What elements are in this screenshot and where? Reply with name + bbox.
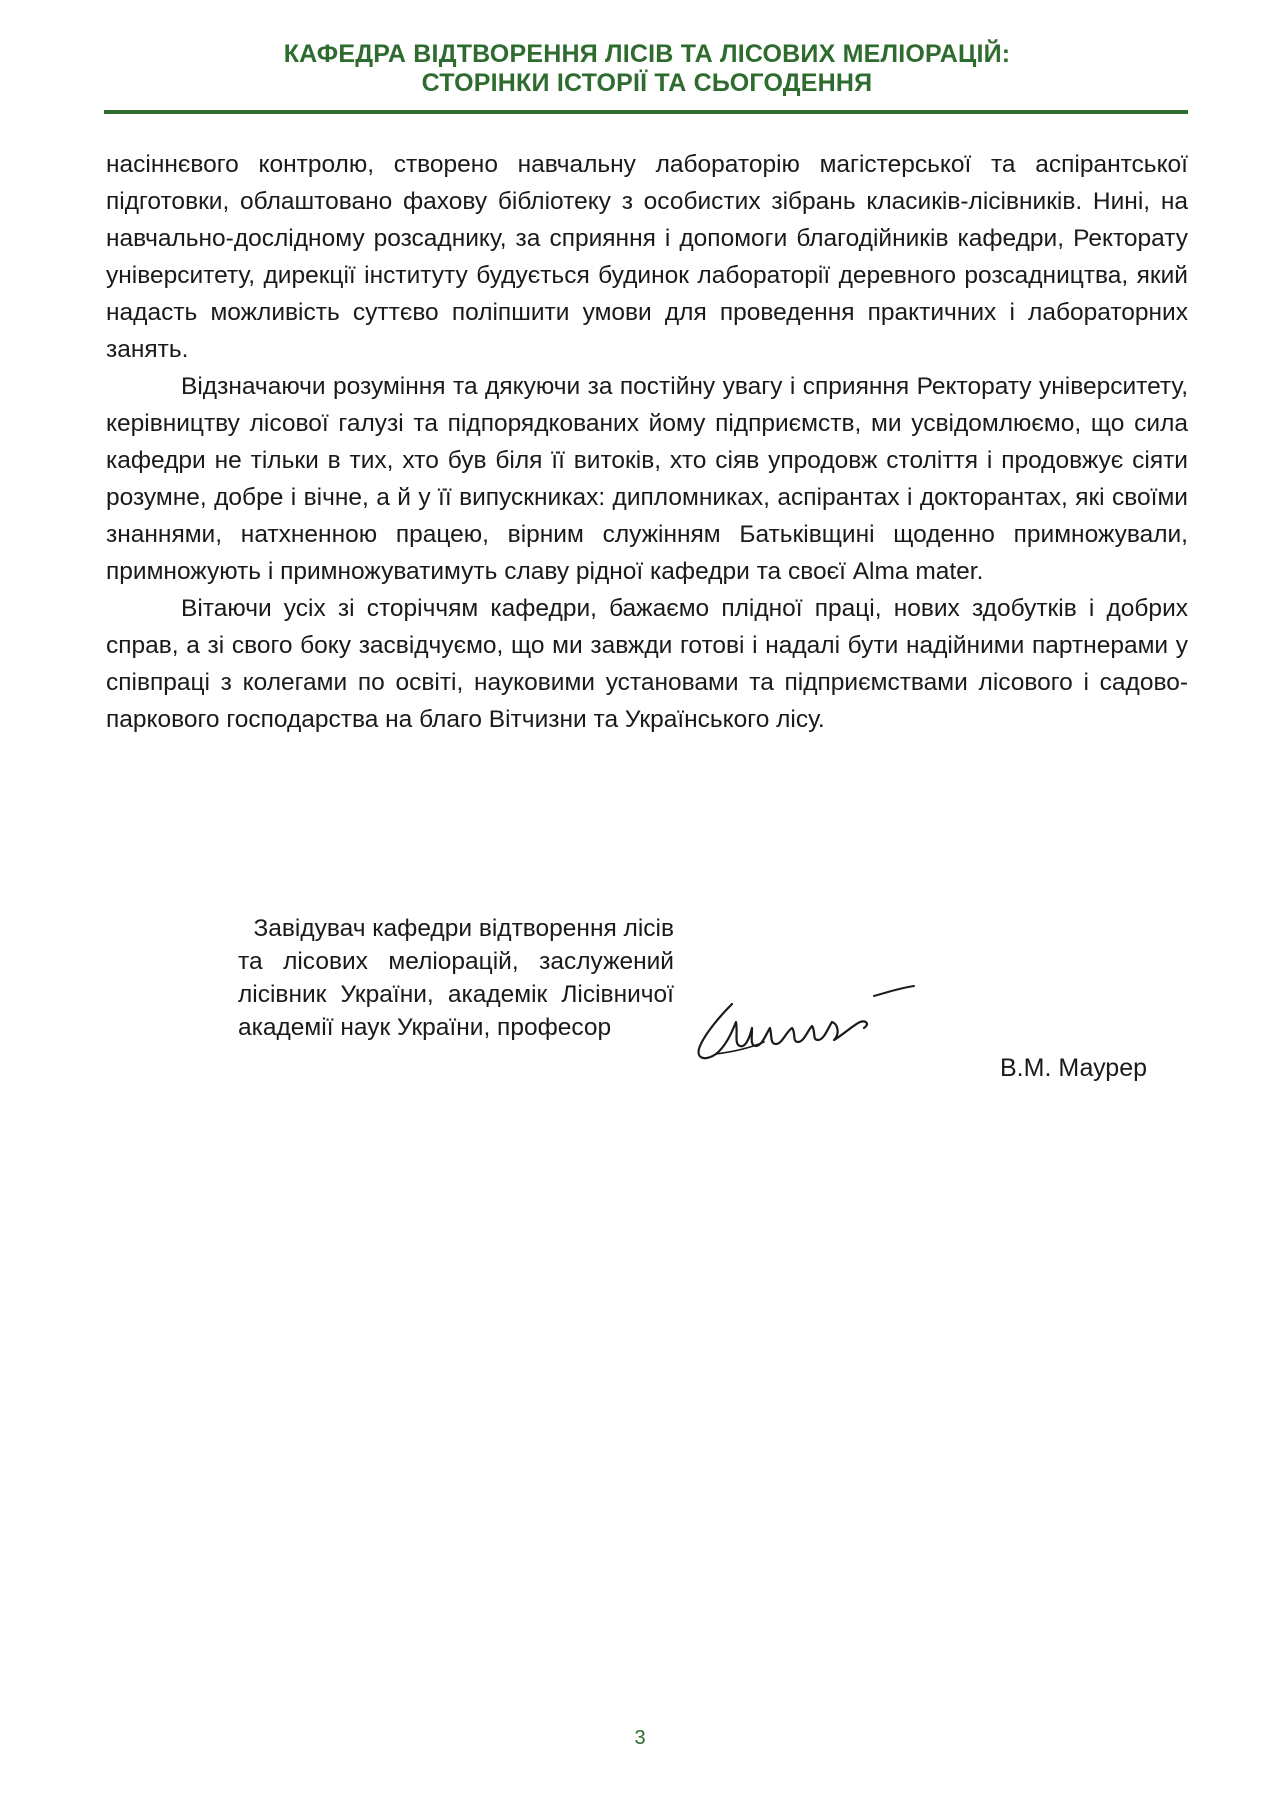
- handwritten-signature: [692, 982, 972, 1078]
- signatory-title-line-3: лісівник України, академік Лісівничої: [238, 981, 674, 1008]
- paragraph-3: Вітаючи усіх зі сторіччям кафедри, бажаємо плідної праці, нових здобутків і добрих справ, а зі свого боку засвідчуємо, що ми завжди готові і надалі бути надійними партнерами у співпраці з колегами по освіті, науковими установами та підприємствами лісового і садово-паркового господарства на благо Вітчизни та Українського лісу.: [106, 595, 1188, 733]
- signer-name: В.М. Маурер: [1000, 1054, 1147, 1082]
- header-title-line-1: КАФЕДРА ВІДТВОРЕННЯ ЛІСІВ ТА ЛІСОВИХ МЕЛІОРАЦІЙ:: [283, 40, 1011, 68]
- letter-body: [106, 146, 1188, 738]
- page-header: [106, 40, 1188, 98]
- paragraph-2: Відзначаючи розуміння та дякуючи за постійну увагу і сприяння Ректорату університету, керівництву лісової галузі та підпорядкованих йому підприємств, ми усвідомлюємо, що сила кафедри не тільки в тих, хто був біля її витоків, хто сіяв упродовж століття і продовжує сіяти розумне, добре і вічне, а й у її випускниках: дипломниках, аспірантах і докторантах, які своїми знаннями, натхненною працею, вірним служінням Батьківщині щоденно примножували, примножують і примножуватимуть славу рідної кафедри та своєї Alma mater.: [106, 373, 1188, 585]
- signatory-title-line-2: та лісових меліорацій, заслужений: [238, 948, 674, 975]
- header-divider: [104, 110, 1188, 114]
- signatory-title-line-1: Завідувач кафедри відтворення лісів: [253, 915, 674, 942]
- header-title-line-2: СТОРІНКИ ІСТОРІЇ ТА СЬОГОДЕННЯ: [421, 69, 873, 97]
- paragraph-1: насіннєвого контролю, створено навчальну лабораторію магістерської та аспірантської підготовки, облаштовано фахову бібліотеку з особистих зібрань класиків-лісівників. Нині, на навчально-дослідному розсаднику, за сприяння і допомоги благодійників кафедри, Ректорату університету, дирекції інституту будується будинок лабораторії деревного розсадництва, який надасть можливість суттєво поліпшити умови для проведення практичних і лабораторних занять.: [106, 151, 1188, 363]
- signatory-title: [238, 912, 674, 1044]
- signatory-title-line-4: академії наук України, професор: [238, 1014, 612, 1041]
- page-number: 3: [634, 1727, 646, 1749]
